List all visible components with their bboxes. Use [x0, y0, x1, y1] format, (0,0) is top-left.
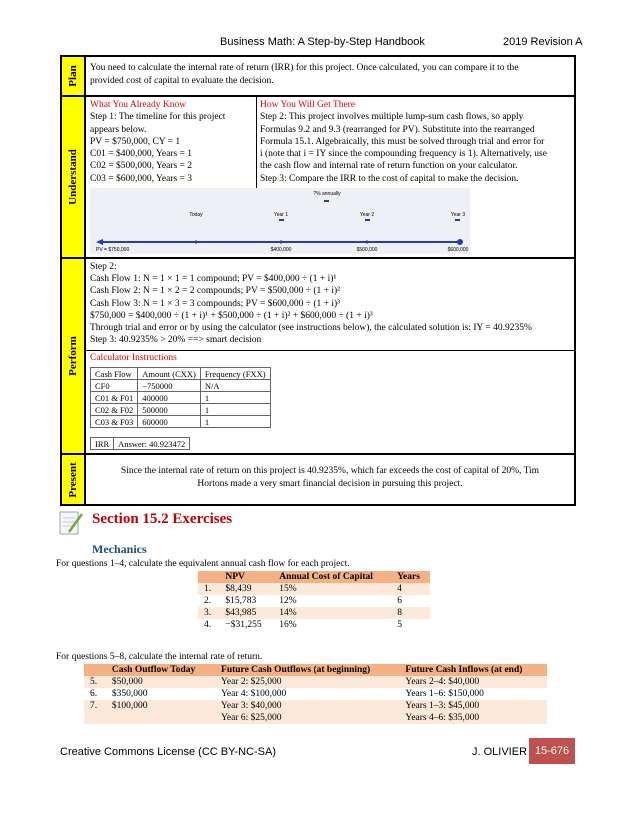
rate-marker: [324, 200, 329, 202]
tick-mark: [365, 219, 370, 221]
plan-text: You need to calculate the internal rate of return (IRR) for this project. Once calculated, you can compare it to the provided cost of capital to evaluate the decision.: [90, 63, 519, 86]
present-text: Since the internal rate of return on this project is 40.9235%, which far exceeds the cost of capital of 20%, Tim Hortons made a very smart financial decision in pursuing this project.: [120, 466, 540, 489]
present-row: [62, 455, 574, 504]
table-row: C03 & F03 600000 1: [91, 416, 271, 428]
section-title: Section 15.2 Exercises: [92, 511, 233, 527]
table-row: Year 6: $25,000 Years 4–6: $35,000: [84, 712, 547, 724]
perform-steps: Step 2: Cash Flow 1: N = 1 × 1 = 1 compound; PV = $400,000 ÷ (1 + i)¹ Cash Flow 2: N = 1 × 2 = 2 compounds; PV = $500,000 ÷ (1 + i)² Cash Flow 3: N = 1 × 3 = 3 compounds; PV = $600,000 ÷ (1 + i)³ $750,000 = $400,000 ÷ (1 + i)¹ + $500,000 ÷ (1 + i)² + $600,000 ÷ (1 + i)³ Through trial and error or by using the calculator (see instructions below), the calculated solution is: IY = 40.9235% Step 3: 40.9235% > 20% ==> smart decision: [90, 262, 532, 346]
table-row: 1. $8,439 15% 4: [198, 583, 430, 595]
tick-mark: [455, 219, 460, 221]
timeline-value-1: $400,000: [270, 247, 292, 253]
table-row: C01 & F01 400000 1: [91, 392, 271, 404]
question-intro-1: For questions 1–4, calculate the equivalent annual cash flow for each project.: [56, 559, 350, 569]
plan-label-bar: Plan: [62, 57, 86, 95]
subsection-title: Mechanics: [92, 542, 147, 556]
author-name: J. OLIVIER: [472, 746, 528, 758]
notepad-icon: [57, 508, 85, 543]
timeline-point-today: Today: [189, 212, 203, 218]
calc-divider: [86, 350, 574, 351]
calc-heading: Calculator Instructions: [90, 353, 177, 363]
question-intro-2: For questions 5–8, calculate the internal rate of return.: [56, 652, 263, 662]
understand-label-bar: Understand: [62, 97, 86, 257]
timeline-point-year1: Year 1: [273, 212, 289, 218]
revision-label: 2019 Revision A: [503, 36, 583, 48]
table-row: 2. $15,783 12% 6: [198, 595, 430, 607]
how-you-get-there: How You Will Get There Step 2: This project involves multiple lump-sum cash flows, so apply Formulas 9.2 and 9.3 (rearranged for PV). Substitute into the rearranged Formula 15.1. Algebraically, this must be solved through trial and error for i (note that i = IY since the compounding frequency is 1). Alternatively, use the cash flow and internal rate of return function on your calculator. Step 3: Compare the IRR to the cost of capital to make the decision.: [260, 100, 547, 184]
what-you-know: What You Already Know Step 1: The timeline for this project appears below. PV = $750,000, CY = 1 C01 = $400,000, Years = 1 C02 = $500,000, Years = 2 C03 = $600,000, Years = 3: [90, 100, 226, 184]
table-row: 5. $50,000 Year 2: $25,000 Years 2–4: $40,000: [84, 676, 547, 688]
timeline-point-year3: Year 3: [450, 212, 466, 218]
perform-row: [62, 259, 574, 455]
table-row: CF0 −750000 N/A: [91, 380, 271, 392]
table-row: 7. $100,000 Year 3: $40,000 Years 1–3: $45,000: [84, 700, 547, 712]
table-row: 6. $350,000 Year 4: $100,000 Years 1–6: $150,000: [84, 688, 547, 700]
table-row: 3. $43,985 14% 8: [198, 607, 430, 619]
book-title: Business Math: A Step-by-Step Handbook: [220, 36, 425, 48]
irr-result: IRR Answer: 40.923472: [90, 437, 190, 450]
tick-mark: [279, 219, 284, 221]
calculator-table: Cash Flow Amount (CXX) Frequency (FXX) CF0 −750000 N/A C01 & F01 400000 1 C02 & F02 500000 1 C03 & F03 600000 1: [90, 367, 271, 428]
timeline-value-2: $500,000: [356, 247, 378, 253]
perform-label-bar: Perform: [62, 259, 86, 453]
timeline-value-pv: PV = $750,000: [96, 247, 130, 253]
present-label-bar: Present: [62, 455, 86, 504]
column-divider: [256, 97, 257, 189]
solution-framework: [60, 55, 576, 506]
timeline-diagram: [90, 188, 470, 254]
timeline-point-year2: Year 2: [359, 212, 375, 218]
rate-label: ?% annually: [313, 191, 341, 197]
endpoint-dot: [457, 239, 463, 245]
exercise-table-2: Cash Outflow Today Future Cash Outflows (at beginning) Future Cash Inflows (at end) 5. $50,000 Year 2: $25,000 Years 2–4: $40,000 6. $350,000 Year 4: $100,000 Years 1–6: $150,000 7. $100,000 Year 3: $40,000 Years 1–3: $45,000 Year 6: $25,000 Years 4–6: $35,000: [84, 664, 547, 724]
license-text: Creative Commons License (CC BY-NC-SA): [60, 746, 276, 758]
table-row: 4. −$31,255 16% 5: [198, 619, 430, 631]
table-row: C02 & F02 500000 1: [91, 404, 271, 416]
exercise-table-1: NPV Annual Cost of Capital Years 1. $8,439 15% 4 2. $15,783 12% 6 3. $43,985 14% 8 4. −$31,255 16% 5: [198, 571, 430, 631]
timeline-svg: [90, 188, 470, 254]
plan-row: [62, 57, 574, 97]
page-number: 15-676: [529, 738, 575, 764]
timeline-value-3: $600,000: [447, 247, 469, 253]
